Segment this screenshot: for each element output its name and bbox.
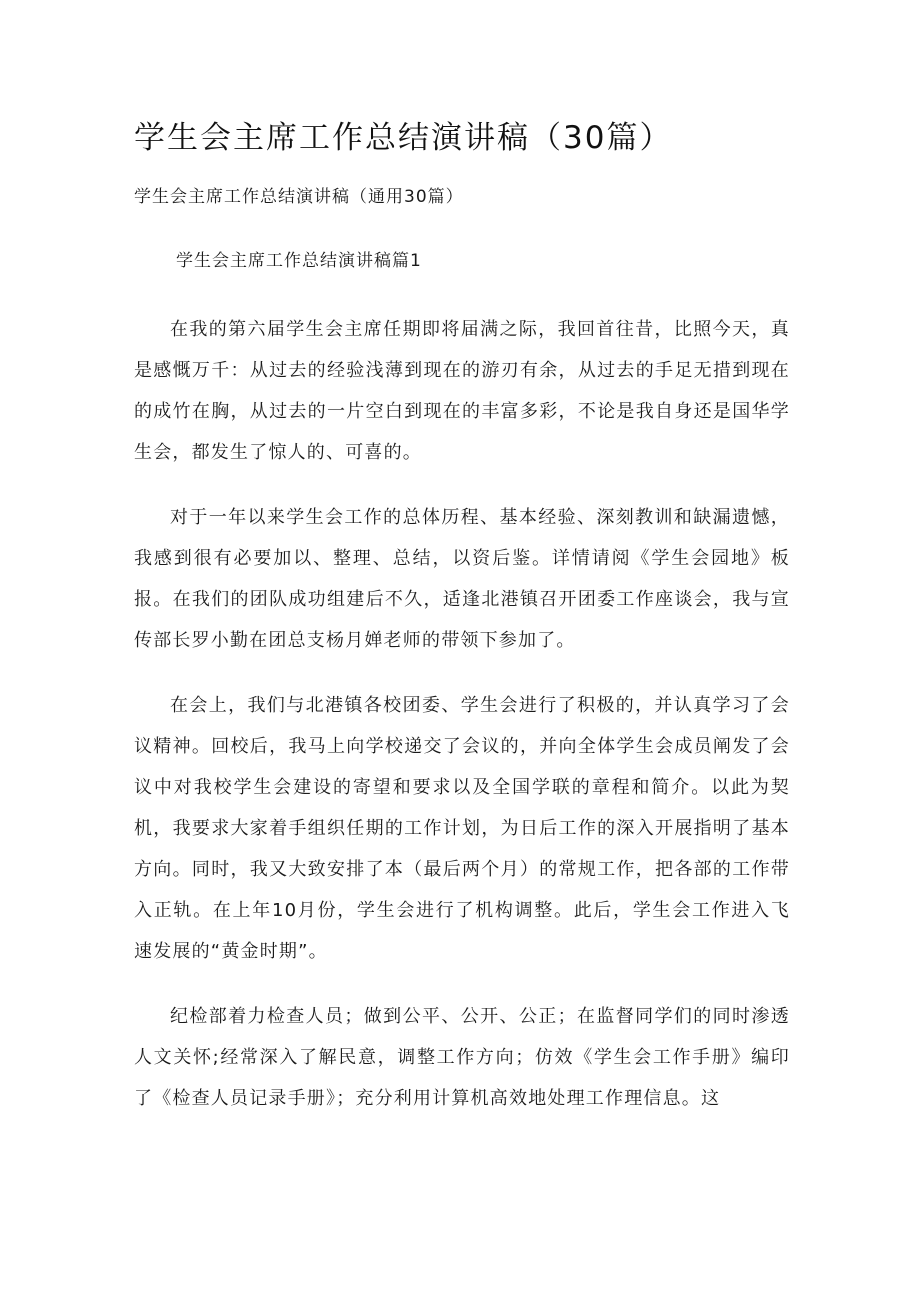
paragraph-2: 对于一年以来学生会工作的总体历程、基本经验、深刻教训和缺漏遗憾，我感到很有必要加以、整理、总结，以资后鉴。详情请阅《学生会园地》板报。在我们的团队成功组建后不久，适逢北港镇召开团委工作座谈会，我与宣传部长罗小勤在团总支杨月婵老师的带领下参加了。: [134, 507, 790, 651]
document-title: 学生会主席工作总结演讲稿（30篇）: [134, 120, 673, 156]
document-subtitle: 学生会主席工作总结演讲稿（通用30篇）: [134, 187, 464, 207]
section-heading: 学生会主席工作总结演讲稿篇1: [176, 251, 422, 271]
paragraph-4: 纪检部着力检查人员；做到公平、公开、公正；在监督同学们的同时渗透人文关怀;经常深入了解民意，调整工作方向；仿效《学生会工作手册》编印了《检查人员记录手册》；充分利用计算机高效地处理工作理信息。这: [134, 1006, 790, 1109]
paragraph-1: 在我的第六届学生会主席任期即将届满之际，我回首往昔，比照今天，真是感慨万千：从过去的经验浅薄到现在的游刃有余，从过去的手足无措到现在的成竹在胸，从过去的一片空白到现在的丰富多彩，不论是我自身还是国华学生会，都发生了惊人的、可喜的。: [134, 319, 790, 463]
document-body: [134, 309, 790, 1119]
paragraph-3: 在会上，我们与北港镇各校团委、学生会进行了积极的，并认真学习了会议精神。回校后，我马上向学校递交了会议的，并向全体学生会成员阐发了会议中对我校学生会建设的寄望和要求以及全国学联的章程和简介。以此为契机，我要求大家着手组织任期的工作计划，为日后工作的深入开展指明了基本方向。同时，我又大致安排了本（最后两个月）的常规工作，把各部的工作带入正轨。在上年10月份，学生会进行了机构调整。此后，学生会工作进入飞速发展的“黄金时期”。: [134, 695, 790, 962]
